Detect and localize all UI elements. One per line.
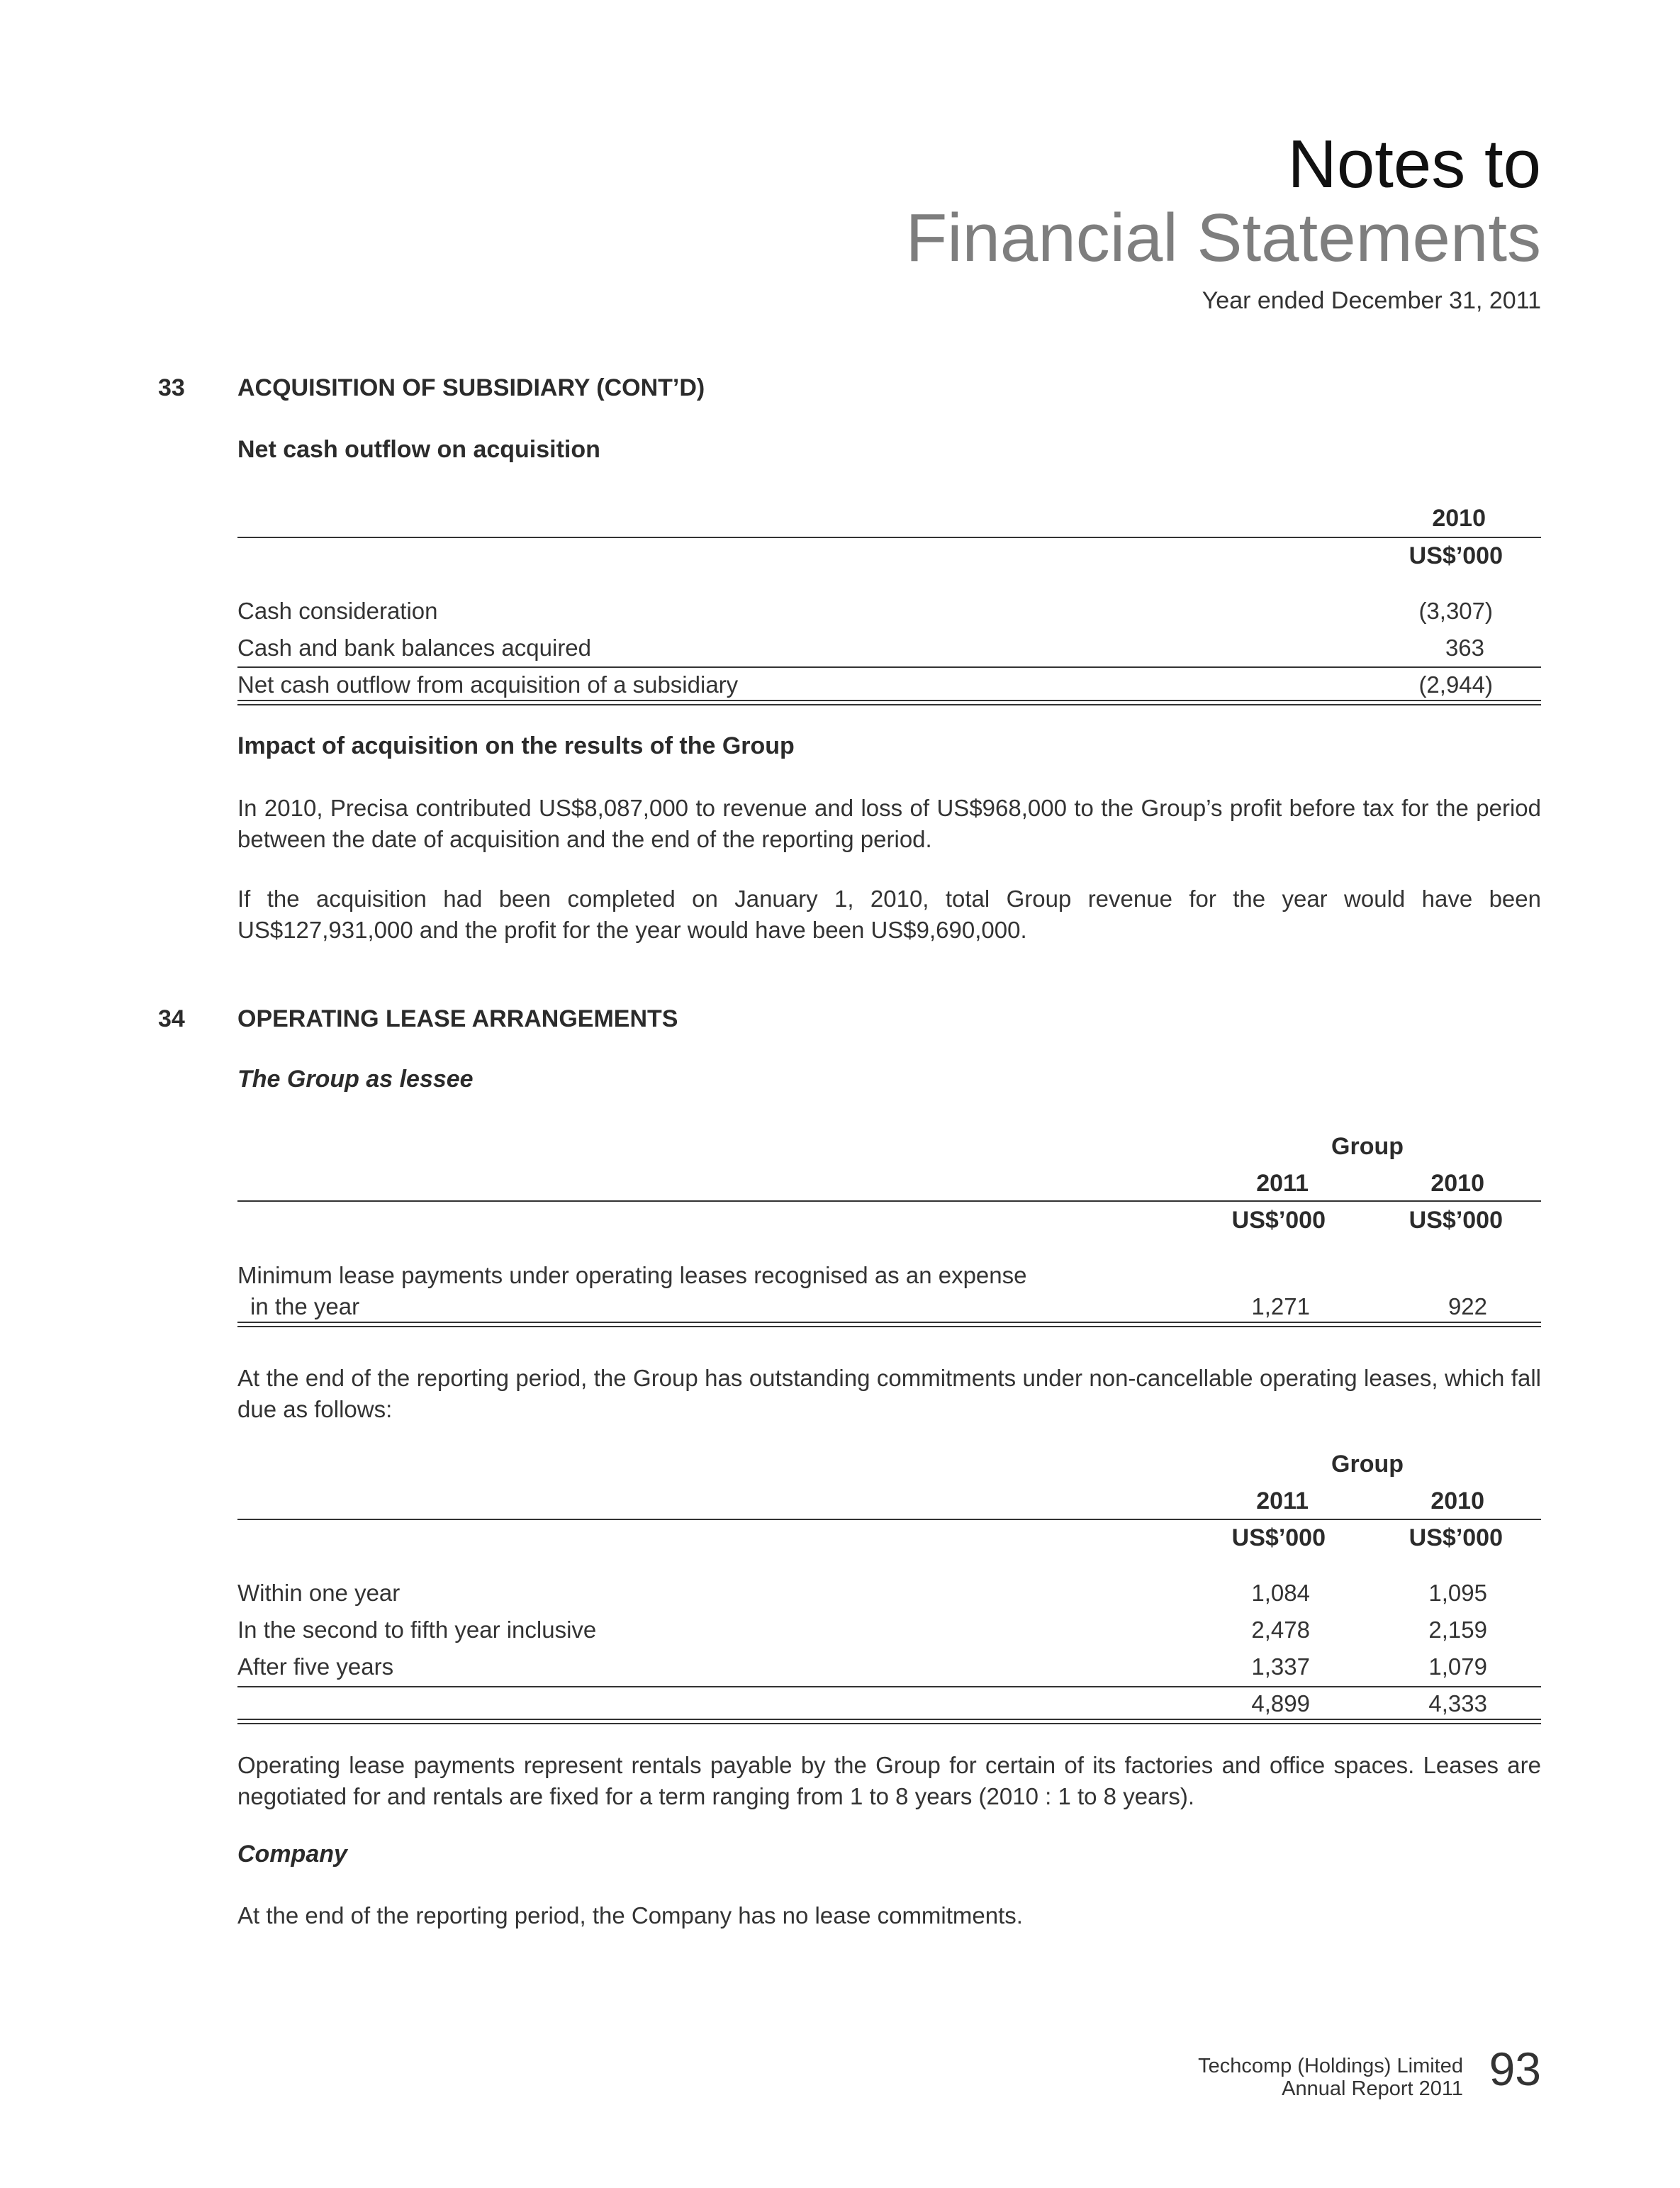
net-cash-header-rule [237,537,1541,538]
page-header [906,128,1541,316]
table1-year-2011: 2011 [1256,1170,1309,1197]
footer-company-name: Techcomp (Holdings) Limited [1198,2055,1463,2077]
row-label: Within one year [237,1580,401,1606]
table2-unit-2011: US$’000 [1231,1524,1326,1551]
row-value-2010: 1,095 [1428,1580,1487,1606]
row-label: Minimum lease payments under operating leases recognised as an expense [237,1262,1027,1288]
table1-header-rule [237,1200,1541,1202]
section-33-title: ACQUISITION OF SUBSIDIARY (CONT’D) [237,374,705,401]
company-heading: Company [237,1841,347,1868]
row-label: Net cash outflow from acquisition of a subsidiary [237,671,739,698]
table1-year-2010: 2010 [1430,1170,1484,1197]
commitments-paragraph: At the end of the reporting period, the Group has outstanding commitments under non-cancellable operating leases, which fall due as follows: [237,1365,1541,1422]
row-label: in the year [250,1293,360,1319]
row-value-2010: 2,159 [1428,1617,1487,1643]
net-cash-total-double-rule [237,700,1541,705]
company-paragraph: At the end of the reporting period, the Company has no lease commitments. [237,1902,1023,1929]
rentals-paragraph: Operating lease payments represent rentals payable by the Group for certain of its factories and office spaces. Leases are negotiated for and rentals are fixed for a term ranging from 1 to 8 years (2010 : 1 to 8 years). [237,1752,1541,1809]
row-value-2011: 1,271 [1251,1293,1310,1319]
row-value-2011: 1,084 [1251,1580,1310,1606]
row-label: In the second to fifth year inclusive [237,1617,597,1643]
row-value-2010: 922 [1447,1293,1487,1319]
net-cash-year: 2010 [1432,505,1486,532]
table2-group-label: Group [1331,1451,1404,1478]
title-line-2: Financial Statements [905,200,1541,276]
table2-total-double-rule [237,1719,1541,1724]
net-cash-heading: Net cash outflow on acquisition [237,436,600,463]
lessee-heading: The Group as lessee [237,1066,474,1093]
table2-header-rule [237,1519,1541,1520]
row-value: (2,944) [1418,671,1493,698]
table2-unit-2010: US$’000 [1409,1524,1503,1551]
row-value: (3,307) [1418,598,1493,624]
row-value: 363 [1445,635,1484,661]
impact-paragraph-1: In 2010, Precisa contributed US$8,087,000 to revenue and loss of US$968,000 to the Group’s profit before tax for the period between the date of acquisition and the end of the reporting period. [237,795,1541,852]
table2-subtotal-rule [237,1686,1541,1687]
net-cash-subtotal-rule [237,666,1541,668]
row-label: Cash and bank balances acquired [237,635,592,661]
table2-year-2010: 2010 [1430,1487,1484,1514]
footer-company [1198,2055,1463,2100]
period-subtitle: Year ended December 31, 2011 [1202,287,1541,314]
title-line-1: Notes to [1287,126,1541,202]
row-value-2011: 2,478 [1251,1617,1310,1643]
row-value-2011: 1,337 [1251,1653,1310,1680]
total-value-2010: 4,333 [1428,1690,1487,1717]
section-34-title: OPERATING LEASE ARRANGEMENTS [237,1005,678,1032]
total-value-2011: 4,899 [1251,1690,1310,1717]
table2-year-2011: 2011 [1256,1487,1309,1514]
net-cash-unit: US$’000 [1409,542,1503,569]
impact-heading: Impact of acquisition on the results of the Group [237,732,795,759]
row-value-2010: 1,079 [1428,1653,1487,1680]
impact-paragraph-2: If the acquisition had been completed on January 1, 2010, total Group revenue for the year would have been US$127,931,000 and the profit for the year would have been US$9,690,000. [237,886,1541,943]
page-number: 93 [1489,2043,1541,2095]
section-33-number: 33 [158,374,185,401]
footer-report-name: Annual Report 2011 [1282,2077,1463,2100]
table1-group-label: Group [1331,1133,1404,1160]
row-label: Cash consideration [237,598,438,624]
row-label: After five years [237,1653,394,1680]
table1-unit-2011: US$’000 [1231,1207,1326,1234]
section-34-number: 34 [158,1005,185,1032]
table1-unit-2010: US$’000 [1409,1207,1503,1234]
table1-total-double-rule [237,1322,1541,1327]
